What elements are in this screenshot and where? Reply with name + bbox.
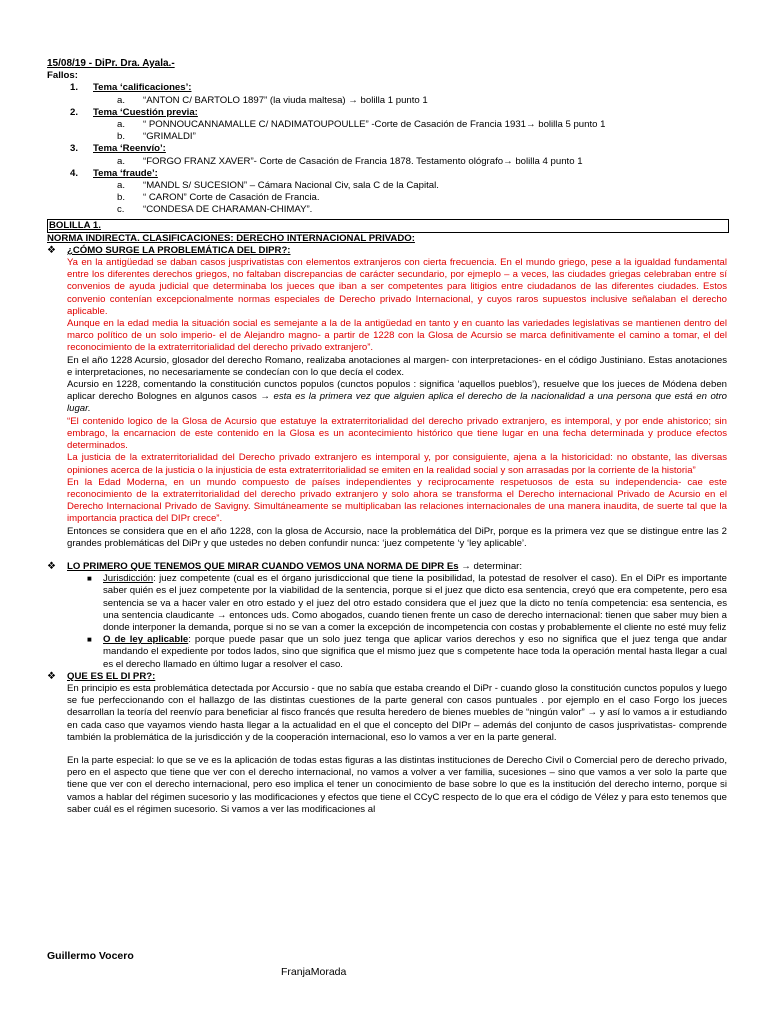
tema-number: 3.	[70, 143, 79, 155]
tema-title: Tema ‘Reenvío’:	[93, 143, 166, 155]
paragraph: En la Edad Moderna, en un mundo compuesto de países independientes y reciprocamente respetuosos de esta su independencia- cae este reconocimiento de la extraterritorialidad del derecho privado extranjero y solo ahora se transforma el Derecho internacional Privado de Acursio en el Derecho Internacional Privado de Savigny. Simultáneamente se multiplicaban las relaciones internacionales de una manera inaudita, de suerte tal que la importancia practica del DIPr crece”.	[67, 476, 727, 525]
fallo-letter: a.	[117, 119, 126, 131]
paragraph: En la parte especial: lo que se ve es la aplicación de todas estas figuras a las distintas instituciones de Derecho Civil o Comercial pero de derecho privado, pero en el aspecto que tiene que ver con el derecho internacional, no vamos a volver a ver familia, sucesiones – sino que vamos a ver solo la parte que tiene que ver con el derecho internacional, pero eso implica el tener un conocimiento de base sobre lo que es la institución del derecho interno, porque si vamos a hablar del régimen sucesorio y las modificaciones y efectos que tiene el CCyC respecto de lo que era el código de Vélez y para esto tenemos que saber cuál es el régimen sucesorio. Si vamos a ver las modificaciones al	[67, 754, 727, 815]
square-bullet-icon: ■	[87, 574, 92, 584]
tema-number: 1.	[70, 82, 79, 94]
section-heading	[47, 561, 727, 573]
bullet-label: Jurisdicción	[103, 573, 154, 585]
fallo-text: “FORGO FRANZ XAVER”- Corte de Casación de Francia 1878. Testamento ológrafo→ bolilla 4 punto 1	[143, 155, 583, 167]
fallo-letter: b.	[117, 192, 126, 204]
section-title: LO PRIMERO QUE TENEMOS QUE MIRAR CUANDO VEMOS UNA NORMA DE DIPR Es	[67, 560, 459, 572]
fallo-item	[117, 131, 727, 143]
tema-title: Tema ‘Cuestión previa:	[93, 106, 198, 118]
list-item	[87, 573, 727, 634]
fallo-item	[117, 95, 727, 107]
section-title: ¿CÓMO SURGE LA PROBLEMÁTICA DEL DIPR?:	[67, 244, 291, 256]
tema-title: Tema ‘calificaciones’:	[93, 82, 192, 94]
section-body	[67, 257, 727, 550]
diamond-bullet-icon: ❖	[47, 670, 56, 682]
fallo-text: “ANTON C/ BARTOLO 1897” (la viuda maltesa) → bolilla 1 punto 1	[143, 94, 428, 106]
document-page	[47, 58, 727, 816]
fallo-letter: a.	[117, 155, 126, 167]
fallo-item	[117, 192, 727, 204]
paragraph: La justicia de la extraterritorialidad del Derecho privado extranjero es intemporal y, por consiguiente, ajena a la historicidad: no obstante, las diversas opiniones acerca de la justicia o la injusticia de esta extraterritorialidad se emiten en la realidad social y son arrasadas por la corriente de la historia”	[67, 452, 727, 476]
paragraph: Entonces se considera que en el año 1228, con la glosa de Accursio, nace la problemática del DiPr, porque es la primera vez que se distingue entre las 2 grandes problemáticas del DiPr y que ustedes no deben confundir nunca: ‘juez competente ‘y ‘ley aplicable’.	[67, 525, 727, 549]
fallo-text: “ PONNOUCANNAMALLE C/ NADIMATOUPOULLE” -Corte de Casación de Francia 1931→ bolilla 5 punto 1	[143, 119, 606, 131]
section-title-tail: → determinar:	[461, 560, 523, 572]
section-title: QUE ES EL DI PR?:	[67, 670, 156, 682]
diamond-bullet-icon: ❖	[47, 244, 56, 256]
tema-item	[70, 143, 727, 155]
paragraph: “El contenido logico de la Glosa de Acursio que estatuye la extraterritorialidad del derecho privado extranjero, es intemporal, y por ende ahistorico; sin embrago, la encarnacion de este contenido en la Glosa es un acontecimiento histórico que tiene lugar en una fecha determinada y produce efectos determinados.	[67, 415, 727, 452]
paragraph: En el año 1228 Acursio, glosador del derecho Romano, realizaba anotaciones al margen- con interpretaciones- en el código Justiniano. Estas anotaciones e interpretaciones, no necesariamente se condecían con lo que decía el codex.	[67, 354, 727, 378]
fallo-text: “MANDL S/ SUCESION” – Cámara Nacional Civ, sala C de la Capital.	[143, 180, 439, 192]
fallo-item	[117, 180, 727, 192]
fallo-text: “CONDESA DE CHARAMAN-CHIMAY”.	[143, 204, 313, 216]
fallo-text: “ CARON” Corte de Casación de Francia.	[143, 192, 320, 204]
bullet-text: : juez competente (cual es el órgano jurisdiccional que tiene la posibilidad, la potestad de resolver el caso). En el DiPr es importante saber quién es el juez competente por la viabilidad de la sentencia, porque si el juez que dicto esa sentencia, creyó que era competente, pero esa sentencia se va a hacer valer en otro estado y el juez del otro estado considera que el juez que la dicto no tenía competencia: esa sentencia, es una sentencia claudicante → entonces uds. Como abogados, cuando tienen frente un caso de derecho internacional: tienen que saber muy bien a donde interponer la demanda, porque si no se van a comer la excepción de incompetencia con costas y probablemente el cliente no esté muy feliz	[103, 573, 727, 633]
footer-org: FranjaMorada	[281, 966, 347, 978]
paragraph: Aunque en la edad media la situación social es semejante a la de la antigüedad en tanto y en cuanto las variedades legislativas se mantienen dentro del marco político de un solo imperio- el de Alejandro magno- a partir de 1228 con la Glosa de Acursio se marca definitivamente el camino a tomar, el del reconocimiento de la extraterritorialidad del derecho privado extranjero”.	[67, 318, 727, 354]
paragraph-text: Acursio en 1228, comentando la constitución cunctos populos (cunctos populos : significa ‘aquellos pueblos’), resuelve que los jueces de Módena deben aplicar derecho Bolognes en algunos casos →	[67, 379, 727, 403]
tema-item	[70, 107, 727, 119]
fallo-letter: c.	[117, 204, 125, 216]
fallo-item	[117, 156, 727, 168]
fallo-item	[117, 119, 727, 131]
paragraph-italic: esta es la primera vez que alguien aplica el derecho de la nacionalidad a una persona que está en otro lugar.	[67, 391, 727, 415]
diamond-bullet-icon: ❖	[47, 560, 56, 572]
fallo-letter: a.	[117, 180, 126, 192]
tema-title: Tema ‘fraude’:	[93, 167, 158, 179]
tema-number: 4.	[70, 167, 79, 179]
list-item	[87, 634, 727, 671]
bolilla-box: BOLILLA 1.	[47, 219, 729, 233]
page-title: 15/08/19 - DiPr. Dra. Ayala.-	[47, 58, 175, 69]
fallo-letter: b.	[117, 131, 126, 143]
section-heading	[47, 245, 727, 257]
fallos-label: Fallos:	[47, 70, 78, 82]
norma-heading: NORMA INDIRECTA. CLASIFICACIONES: DERECHO INTERNACIONAL PRIVADO:	[47, 232, 415, 244]
section-heading	[47, 671, 727, 683]
fallo-item	[117, 204, 727, 216]
paragraph: En principio es esta problemática detectada por Accursio - que no sabía que estaba creando el DiPr - cuando gloso la constitución cunctos populos y luego se fue perfeccionando con el hallazgo de las distintas cuestiones de la parte general con casos puntuales . por ejemplo en el caso Forgo los jueces desarrollan la teoría del reenvío para beneficiar al fisco francés que resulta heredero de bienes muebles de “ningún valor” → y así lo vamos a ir estudiando en cada caso que vayamos viendo hasta llegar a la actualidad en el que el concepto del DIPr – además del conjunto de casos jusprivatistas- comprende también la problemática de la jurisdicción y de la cooperación internacional, eso lo vamos a ver en la parte general.	[67, 682, 727, 743]
bullet-text: : porque puede pasar que un solo juez tenga que aplicar varios derechos y eso no significa que el juez tenga que andar mandando el expediente por todos lados, sino que significa que el mismo juez que s competente hace toda la operación mental hasta llegar a cual es el derecho llamado en último lugar a resolver el caso.	[103, 634, 727, 670]
tema-item	[70, 82, 727, 94]
bullet-label: O de ley aplicable	[103, 634, 189, 646]
fallo-letter: a.	[117, 94, 126, 106]
paragraph: Ya en la antigüedad se daban casos jusprivatistas con elementos extranjeros con cierta frecuencia. En el mundo griego, pese a la igualdad fundamental entre los diferentes derechos griegos, no faltaban discrepancias de carácter secundario, por ejmeplo – a veces, las ciudades griegas celebraban entre sí convenios de ayuda judicial que determinaba los jueces que iban a ser competentes para litigios entre ciudadanos de las diferentes ciudades. Estos convenio contenían excepcionalmente normas especiales de Derecho privado Internacional, y cuyos raros supuestos inclusive señalaban el derecho aplicable.	[67, 257, 727, 317]
fallo-text: “GRIMALDI”	[143, 131, 196, 143]
tema-item	[70, 168, 727, 180]
paragraph	[67, 379, 727, 416]
tema-number: 2.	[70, 106, 79, 118]
square-bullet-icon: ■	[87, 635, 92, 645]
footer-author: Guillermo Vocero	[47, 950, 134, 962]
section-body	[67, 683, 727, 816]
